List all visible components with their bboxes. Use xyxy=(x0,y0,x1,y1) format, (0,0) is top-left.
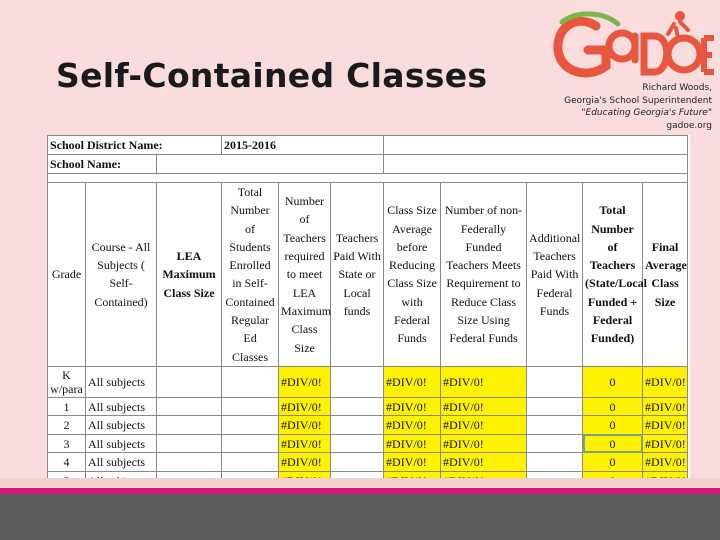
header-course: Course - All Subjects ( Self-Contained) xyxy=(86,183,157,367)
cell-total-teachers[interactable]: 0 xyxy=(583,366,643,397)
header-additional-federal: Additional Teachers Paid With Federal Funds xyxy=(527,183,583,367)
cell-avg-before[interactable]: #DIV/0! xyxy=(384,397,441,416)
cell-federal[interactable] xyxy=(527,397,583,416)
cell-meets[interactable]: #DIV/0! xyxy=(441,416,527,435)
cell-teachers-required[interactable]: #DIV/0! xyxy=(279,434,331,453)
class-size-table xyxy=(47,135,688,509)
table-row xyxy=(48,397,688,416)
credit-motto: "Educating Georgia's Future" xyxy=(581,108,712,118)
school-value[interactable] xyxy=(157,155,384,174)
cell-meets[interactable]: #DIV/0! xyxy=(441,453,527,472)
cell-course[interactable]: All subjects xyxy=(86,366,157,397)
cell-state-local[interactable] xyxy=(331,397,384,416)
district-label: School District Name: xyxy=(48,136,222,155)
cell-course[interactable]: All subjects xyxy=(86,397,157,416)
cell-federal[interactable] xyxy=(527,434,583,453)
cell-federal[interactable] xyxy=(527,453,583,472)
cell-students[interactable] xyxy=(222,453,279,472)
cell-grade[interactable]: 1 xyxy=(48,397,86,416)
header-state-local: Teachers Paid With State or Local funds xyxy=(331,183,384,367)
table-row xyxy=(48,366,688,397)
header-avg-before: Class Size Average before Reducing Class Size with Federal Funds xyxy=(384,183,441,367)
header-teachers-required: Number of Teachers required to meet LEA Maximum Class Size xyxy=(279,183,331,367)
cell-federal[interactable] xyxy=(527,366,583,397)
cell-course[interactable]: All subjects xyxy=(86,453,157,472)
district-value[interactable]: 2015-2016 xyxy=(222,136,384,155)
spreadsheet xyxy=(47,135,690,478)
cell-state-local[interactable] xyxy=(331,453,384,472)
cell-final-avg[interactable]: #DIV/0! xyxy=(643,397,688,416)
cell-total-teachers-selected[interactable]: 0 xyxy=(583,434,643,453)
header-total-students: Total Number of Students Enrolled in Self-Contained Regular Ed Classes xyxy=(222,183,279,367)
cell-students[interactable] xyxy=(222,416,279,435)
cell-course[interactable]: All subjects xyxy=(86,416,157,435)
header-non-federal: Number of non-Federally Funded Teachers Meets Requirement to Reduce Class Size Using Federal Funds xyxy=(441,183,527,367)
cell-state-local[interactable] xyxy=(331,434,384,453)
cell-meets[interactable]: #DIV/0! xyxy=(441,397,527,416)
cell-grade[interactable]: 3 xyxy=(48,434,86,453)
table-row xyxy=(48,434,688,453)
cell-state-local[interactable] xyxy=(331,366,384,397)
cell-lea-max[interactable] xyxy=(157,397,222,416)
footer-bar xyxy=(0,494,720,540)
cell-lea-max[interactable] xyxy=(157,434,222,453)
cell-avg-before[interactable]: #DIV/0! xyxy=(384,366,441,397)
cell-total-teachers[interactable]: 0 xyxy=(583,453,643,472)
slide-title: Self-Contained Classes xyxy=(56,56,488,95)
cell-final-avg[interactable]: #DIV/0! xyxy=(643,434,688,453)
cell-state-local[interactable] xyxy=(331,416,384,435)
cell-meets[interactable]: #DIV/0! xyxy=(441,366,527,397)
footer-band xyxy=(0,478,720,488)
cell-students[interactable] xyxy=(222,397,279,416)
table-row xyxy=(48,453,688,472)
table-row xyxy=(48,416,688,435)
cell-total-teachers[interactable]: 0 xyxy=(583,397,643,416)
cell-course[interactable]: All subjects xyxy=(86,434,157,453)
cell-avg-before[interactable]: #DIV/0! xyxy=(384,434,441,453)
cell-grade[interactable]: 2 xyxy=(48,416,86,435)
credit-role: Georgia's School Superintendent xyxy=(564,95,712,106)
cell-students[interactable] xyxy=(222,366,279,397)
cell-meets[interactable]: #DIV/0! xyxy=(441,434,527,453)
cell-grade[interactable]: K w/para xyxy=(48,366,86,397)
cell-final-avg[interactable]: #DIV/0! xyxy=(643,416,688,435)
cell-teachers-required[interactable]: #DIV/0! xyxy=(279,416,331,435)
cell-lea-max[interactable] xyxy=(157,453,222,472)
cell-avg-before[interactable]: #DIV/0! xyxy=(384,453,441,472)
cell-lea-max[interactable] xyxy=(157,416,222,435)
cell-lea-max[interactable] xyxy=(157,366,222,397)
cell-federal[interactable] xyxy=(527,416,583,435)
cell-students[interactable] xyxy=(222,434,279,453)
credit-site: gadoe.org xyxy=(666,120,712,131)
header-grade: Grade xyxy=(48,183,86,367)
school-label: School Name: xyxy=(48,155,157,174)
cell-total-teachers[interactable]: 0 xyxy=(583,416,643,435)
cell-grade[interactable]: 4 xyxy=(48,453,86,472)
header-total-teachers: Total Number of Teachers (State/Local Funded + Federal Funded) xyxy=(583,183,643,367)
cell-final-avg[interactable]: #DIV/0! xyxy=(643,453,688,472)
cell-teachers-required[interactable]: #DIV/0! xyxy=(279,453,331,472)
cell-avg-before[interactable]: #DIV/0! xyxy=(384,416,441,435)
header-lea-max: LEA Maximum Class Size xyxy=(157,183,222,367)
credit-name: Richard Woods, xyxy=(642,83,712,93)
gadoe-logo-icon xyxy=(548,6,716,84)
cell-teachers-required[interactable]: #DIV/0! xyxy=(279,397,331,416)
superintendent-credit xyxy=(492,82,712,132)
cell-teachers-required[interactable]: #DIV/0! xyxy=(279,366,331,397)
cell-final-avg[interactable]: #DIV/0! xyxy=(643,366,688,397)
header-final-avg: Final Average Class Size xyxy=(643,183,688,367)
